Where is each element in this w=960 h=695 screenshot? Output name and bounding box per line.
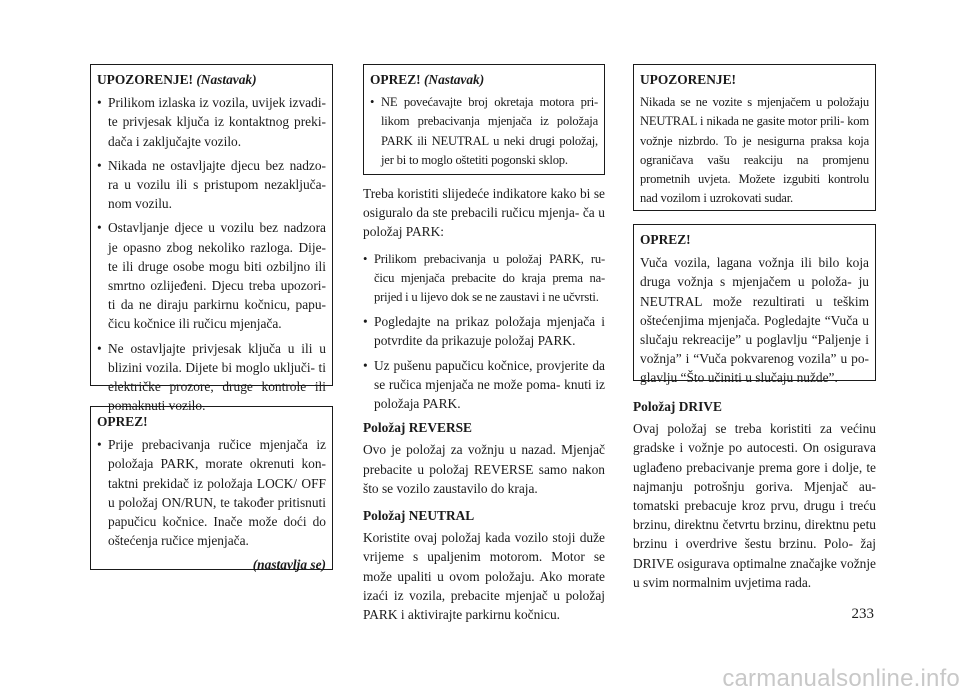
park-indicator-list	[363, 250, 605, 414]
caution-text: Vuča vozila, lagana vožnja ili bilo koja druga vožnja s mjenjačem u položa- ju NEUTRAL može rezultirati u teškim oštećenjima mjenjača. Pogledajte “Vuča u slučaju rekreacije” u poglavlju “Paljenje i vožnja” i “Vuča pokvarenog vozila” u po- glavlju “Što učiniti u slučaju nužde”.	[640, 255, 869, 386]
list-item: • Prilikom izlaska iz vozila, uvijek izvadi- te privjesak ključa iz kontaktnog preki- dača i zaključajte vozilo.	[97, 93, 326, 151]
drive-paragraph: Ovaj položaj se treba koristiti za većinu gradske i vožnje po autocesti. On osigurava uglađeno prebacivanje prema gore i dolje, te najmanju potrošnju goriva. Mjenjač au- tomatski prebacuje kroz prvu, drugu i treću brzinu, direktnu četvrtu brzinu, direktnu petu brzinu i overdrive šestu brzinu. Polo- žaj DRIVE osigurava optimalne značajke vožnje u svim normalnim uvjetima rada.	[633, 421, 876, 590]
caution-box-continued	[363, 64, 605, 175]
intro-paragraph: Treba koristiti slijedeće indikatore kako bi se osiguralo da ste prebacili ručicu mjenja- ča u položaj PARK:	[363, 186, 605, 240]
page-number: 233	[851, 606, 874, 622]
caution-list	[370, 93, 598, 170]
warning-text: Nikada se ne vozite s mjenjačem u položaju NEUTRAL i nikada ne gasite motor prili- kom vožnje nizbrdo. To je nesigurna praksa koja ograničava vašu reakciju na promjenu prometnih uvjeta. Možete izgubiti kontrolu nad vozilom i uzrokovati sudar.	[640, 95, 869, 206]
warning-list	[97, 93, 326, 415]
reverse-heading: Položaj REVERSE	[363, 420, 472, 436]
caution-title: OPREZ!	[640, 232, 691, 247]
right-column	[633, 64, 876, 600]
caution-list	[97, 435, 326, 550]
left-column	[90, 64, 333, 573]
caution-title: OPREZ! (Nastavak)	[370, 72, 485, 87]
list-item: • Pogledajte na prikaz položaja mjenjača i potvrdite da prikazuje položaj PARK.	[363, 312, 605, 350]
neutral-paragraph: Koristite ovaj položaj kada vozilo stoji duže vrijeme s upaljenim motorom. Motor se može upaliti u ovom položaju. Ako morate izaći iz vozila, prebacite mjenjač u položaj PARK i aktivirajte parkirnu kočnicu.	[363, 530, 605, 623]
warning-title: UPOZORENJE!	[640, 72, 736, 87]
list-item: • Ne ostavljajte privjesak ključa u ili u blizini vozila. Dijete bi moglo uključi- ti električke prozore, druge kontrole ili pomaknuti vozilo.	[97, 339, 326, 416]
watermark: carmanualsonline.info	[722, 665, 960, 692]
caution-box	[90, 406, 333, 573]
list-item: • Uz pušenu papučicu kočnice, provjerite da se ručica mjenjača ne može poma- knuti iz položaja PARK.	[363, 356, 605, 414]
middle-column	[363, 64, 605, 632]
caution-title: OPREZ!	[97, 414, 148, 429]
warning-box	[633, 64, 876, 211]
list-item: • NE povećavajte broj okretaja motora pri- likom prebacivanja mjenjača iz položaja PARK ili NEUTRAL u neki drugi položaj, jer bi to moglo oštetiti pogonski sklop.	[370, 93, 598, 170]
warning-title: UPOZORENJE! (Nastavak)	[97, 72, 257, 87]
list-item: • Prije prebacivanja ručice mjenjača iz položaja PARK, morate okrenuti kon- taktni prekidač iz položaja LOCK/ OFF u položaj ON/RUN, te također pritisnuti papučicu kočnice. Inače može doći do oštećenja ručice mjenjača.	[97, 435, 326, 550]
list-item: • Nikada ne ostavljajte djecu bez nadzo- ra u vozilu ili s pristupom nezaključa- nom vozilu.	[97, 156, 326, 214]
list-item: • Ostavljanje djece u vozilu bez nadzora je opasno zbog nekoliko razloga. Dije- te ili druge osobe mogu biti ozbiljno ili smrtno ozlijeđeni. Djecu treba upozori- ti da ne diraju parkirnu kočnicu, papu- čicu kočnice ili ručicu mjenjača.	[97, 218, 326, 333]
caution-box	[633, 224, 876, 386]
reverse-paragraph: Ovo je položaj za vožnju u nazad. Mjenjač prebacite u položaj REVERSE samo nakon što se vozilo zaustavilo do kraja.	[363, 442, 605, 496]
list-item: • Prilikom prebacivanja u položaj PARK, ru- čicu mjenjača prebacite do kraja prema na- prijed i u lijevo dok se ne zaustavi i ne učvrsti.	[363, 250, 605, 308]
neutral-heading: Položaj NEUTRAL	[363, 508, 475, 524]
warning-box-continued	[90, 64, 333, 414]
continued-note: (nastavlja se)	[252, 557, 326, 573]
drive-heading: Položaj DRIVE	[633, 399, 722, 414]
